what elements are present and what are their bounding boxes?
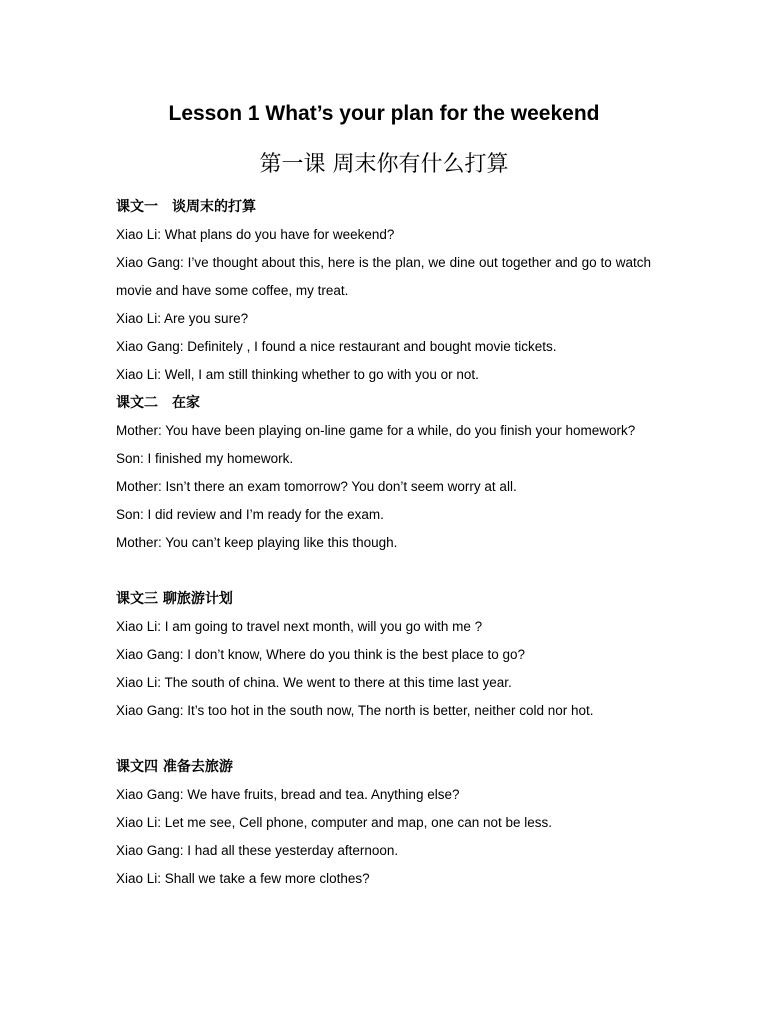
dialogue-line: Xiao Gang: Definitely , I found a nice restaurant and bought movie tickets. [116, 339, 557, 354]
dialogue-line: Mother: Isn’t there an exam tomorrow? You don’t seem worry at all. [116, 479, 517, 494]
dialogue-line: Son: I finished my homework. [116, 451, 294, 466]
dialogue-line: Mother: You have been playing on-line game for a while, do you finish your homework? [116, 423, 636, 438]
dialogue-line: Xiao Gang: I don’t know, Where do you think is the best place to go? [116, 647, 526, 662]
dialogue-line: Xiao Li: Shall we take a few more clothes? [116, 871, 370, 886]
lesson-title-chinese: 第一课 周末你有什么打算 [259, 152, 509, 177]
dialogue-line: Son: I did review and I’m ready for the exam. [116, 507, 384, 522]
dialogue-line: Xiao Gang: I’ve thought about this, here is the plan, we dine out together and go to watch movie and have some coffee, my treat. [116, 255, 651, 298]
dialogue-line: Xiao Gang: It’s too hot in the south now, The north is better, neither cold nor hot. [116, 703, 594, 718]
section-heading-text-2: 课文二 在家 [116, 395, 200, 411]
dialogue-line: Xiao Li: Well, I am still thinking whether to go with you or not. [116, 367, 479, 382]
dialogue-line: Mother: You can’t keep playing like this though. [116, 535, 398, 550]
dialogue-line: Xiao Li: What plans do you have for weekend? [116, 227, 395, 242]
lesson-title-english: Lesson 1 What’s your plan for the weekend [168, 102, 600, 125]
section-heading-text-3: 课文三 聊旅游计划 [116, 591, 233, 607]
section-spacer [116, 725, 651, 753]
dialogue-line: Xiao Li: I am going to travel next month, will you go with me ? [116, 619, 483, 634]
lesson-content [116, 193, 651, 893]
dialogue-line: Xiao Gang: I had all these yesterday afternoon. [116, 843, 399, 858]
dialogue-line: Xiao Gang: We have fruits, bread and tea. Anything else? [116, 787, 460, 802]
section-heading-text-4: 课文四 准备去旅游 [116, 759, 233, 775]
dialogue-line: Xiao Li: The south of china. We went to there at this time last year. [116, 675, 512, 690]
section-heading-text-1: 课文一 谈周末的打算 [116, 199, 256, 215]
dialogue-line: Xiao Li: Let me see, Cell phone, computer and map, one can not be less. [116, 815, 553, 830]
section-spacer [116, 557, 651, 585]
dialogue-line: Xiao Li: Are you sure? [116, 311, 249, 326]
